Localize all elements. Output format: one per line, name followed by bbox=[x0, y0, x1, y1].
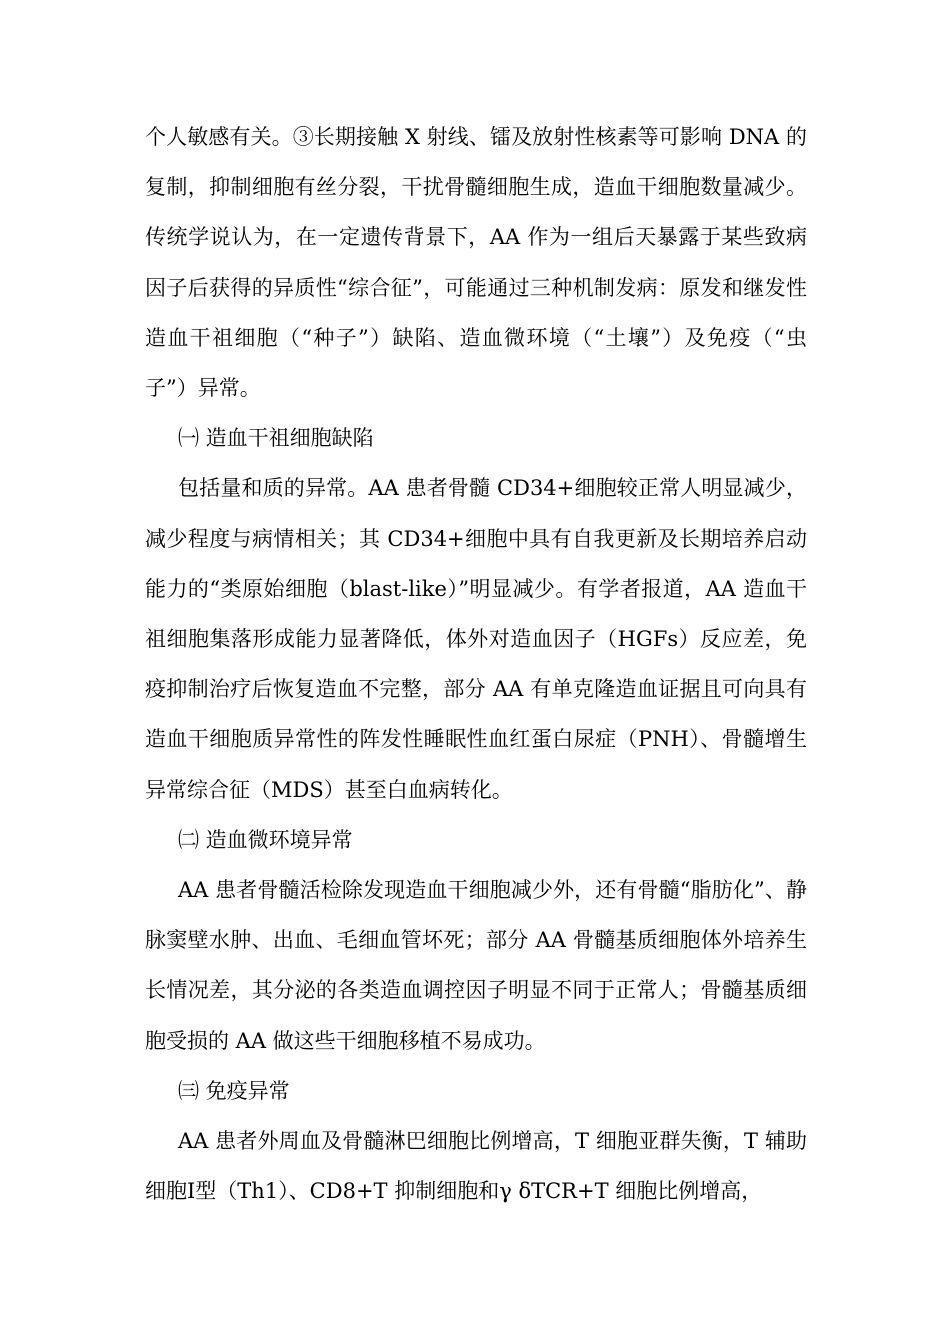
paragraph-continuation: 个人敏感有关。③长期接触 X 射线、镭及放射性核素等可影响 DNA 的复制，抑制细胞有丝分裂，干扰骨髓细胞生成，造血干细胞数量减少。传统学说认为，在一定遗传背景下，AA 作为一组后天暴露于某些致病因子后获得的异质性“综合征”，可能通过三种机制发病：原发和继发性造血干祖细胞（“种子”）缺陷、造血微环境（“土壤”）及免疫（“虫子”）异常。 bbox=[145, 125, 807, 401]
document-body bbox=[145, 112, 807, 1216]
section-heading-microenvironment: ㈡ 造血微环境异常 bbox=[178, 827, 353, 852]
paragraph-microenvironment: AA 患者骨髓活检除发现造血干细胞减少外，还有骨髓“脂肪化”、静脉窦壁水肿、出血、毛细血管坏死；部分 AA 骨髓基质细胞体外培养生长情况差，其分泌的各类造血调控因子明显不同于正常人；骨髓基质细胞受损的 AA 做这些干细胞移植不易成功。 bbox=[145, 878, 807, 1053]
section-heading-immune: ㈢ 免疫异常 bbox=[178, 1078, 290, 1103]
paragraph-immune: AA 患者外周血及骨髓淋巴细胞比例增高，T 细胞亚群失衡，T 辅助细胞Ⅰ型（Th1）、CD8+T 抑制细胞和γ δTCR+T 细胞比例增高， bbox=[145, 1129, 807, 1204]
section-heading-stem-cell-defect: ㈠ 造血干祖细胞缺陷 bbox=[178, 426, 374, 451]
paragraph-stem-cell-defect: 包括量和质的异常。AA 患者骨髓 CD34+细胞较正常人明显减少，减少程度与病情相关；其 CD34+细胞中具有自我更新及长期培养启动能力的“类原始细胞（blast-like）”明显减少。有学者报道，AA 造血干祖细胞集落形成能力显著降低，体外对造血因子（HGFs）反应差，免疫抑制治疗后恢复造血不完整，部分 AA 有单克隆造血证据且可向具有造血干细胞质异常性的阵发性睡眠性血红蛋白尿症（PNH）、骨髓增生异常综合征（MDS）甚至白血病转化。 bbox=[145, 476, 807, 802]
